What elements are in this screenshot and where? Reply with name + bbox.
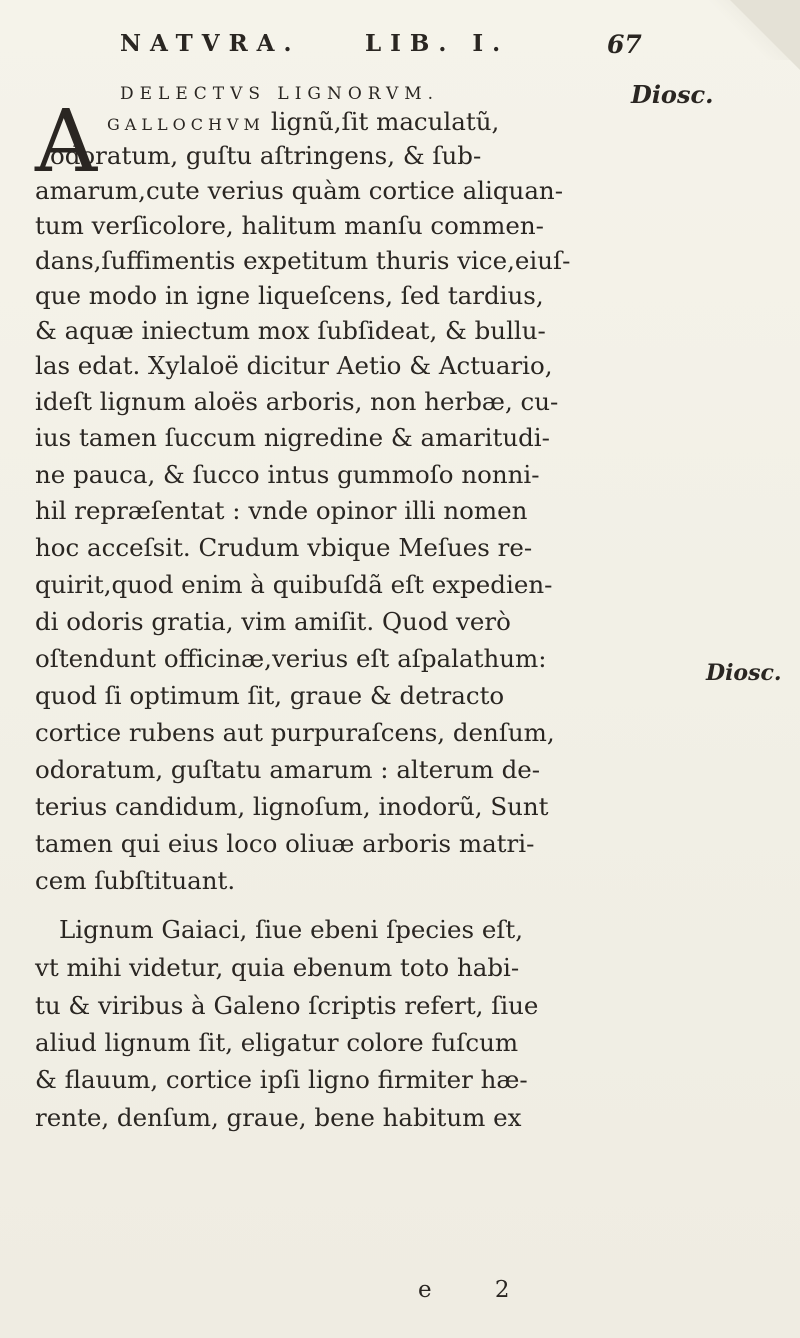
text-line: las edat. Xylaloë dicitur Aetio & Actuario,: [35, 351, 553, 380]
margin-note: Diosc.: [631, 80, 714, 109]
drop-cap: A: [35, 92, 98, 192]
text-line: Lignum Gaiaci, ſiue ebeni ſpecies eſt,: [59, 915, 524, 944]
text-line: quod ſi optimum ſit, graue & detracto: [35, 681, 505, 710]
text-line: cem ſubſtituant.: [35, 866, 236, 895]
text-line: odoratum, guſtu aſtringens, & ſub-: [50, 141, 482, 170]
text-line: tamen qui eius loco oliuæ arboris matri-: [35, 829, 535, 858]
text-line: hil repræſentat : vnde opinor illi nomen: [35, 496, 528, 525]
page-corner-fold: [730, 0, 800, 70]
text-line: & flauum, cortice ipſi ligno firmiter hæ-: [35, 1065, 528, 1094]
text-line: ideſt lignum aloës arboris, non herbæ, cu-: [35, 387, 559, 416]
text-line: [107, 104, 499, 140]
margin-note: Diosc.: [706, 660, 782, 686]
text-line: cortice rubens aut purpuraſcens, denſum,: [35, 718, 555, 747]
running-title: NATVRA.: [120, 30, 301, 57]
text-line: dans,ſuffimentis expetitum thuris vice,eiuſ-: [35, 246, 571, 275]
text-line: terius candidum, lignoſum, inodorũ, Sunt: [35, 792, 549, 821]
text-line: hoc acceſsit. Crudum vbique Meſues re-: [35, 533, 533, 562]
text-line: oſtendunt officinæ,verius eſt aſpalathum:: [35, 644, 547, 673]
text-line: di odoris gratia, vim amiſit. Quod verò: [35, 607, 511, 636]
text-line: amarum,cute verius quàm cortice aliquan-: [35, 176, 563, 205]
text-line: ius tamen ſuccum nigredine & amaritudi-: [35, 423, 550, 452]
text-line: tum verſicolore, halitum manſu commen-: [35, 211, 544, 240]
opening-text: lignũ,ſit maculatũ,: [270, 107, 500, 136]
signature-mark: e 2: [418, 1277, 538, 1303]
book-number: LIB. I.: [365, 30, 510, 57]
text-line: aliud lignum ſit, eligatur colore fuſcum: [35, 1028, 519, 1057]
running-header: [120, 30, 680, 70]
text-line: vt mihi videtur, quia ebenum toto habi-: [35, 953, 520, 982]
text-line: & aquæ iniectum mox ſubſideat, & bullu-: [35, 316, 546, 345]
text-line: rente, denſum, graue, bene habitum ex: [35, 1103, 522, 1132]
text-line: quirit,quod enim à quibuſdã eſt expedien-: [35, 570, 553, 599]
smallcaps-opening: GALLOCHVM: [107, 115, 265, 134]
page-number: 67: [607, 30, 642, 59]
text-line: ne pauca, & ſucco intus gummoſo nonni-: [35, 460, 540, 489]
text-line: tu & viribus à Galeno ſcriptis refert, ſiue: [35, 991, 539, 1020]
section-title: DELECTVS LIGNORVM.: [120, 84, 440, 104]
text-line: que modo in igne liqueſcens, ſed tardius,: [35, 281, 544, 310]
text-line: odoratum, guſtatu amarum : alterum de-: [35, 755, 541, 784]
